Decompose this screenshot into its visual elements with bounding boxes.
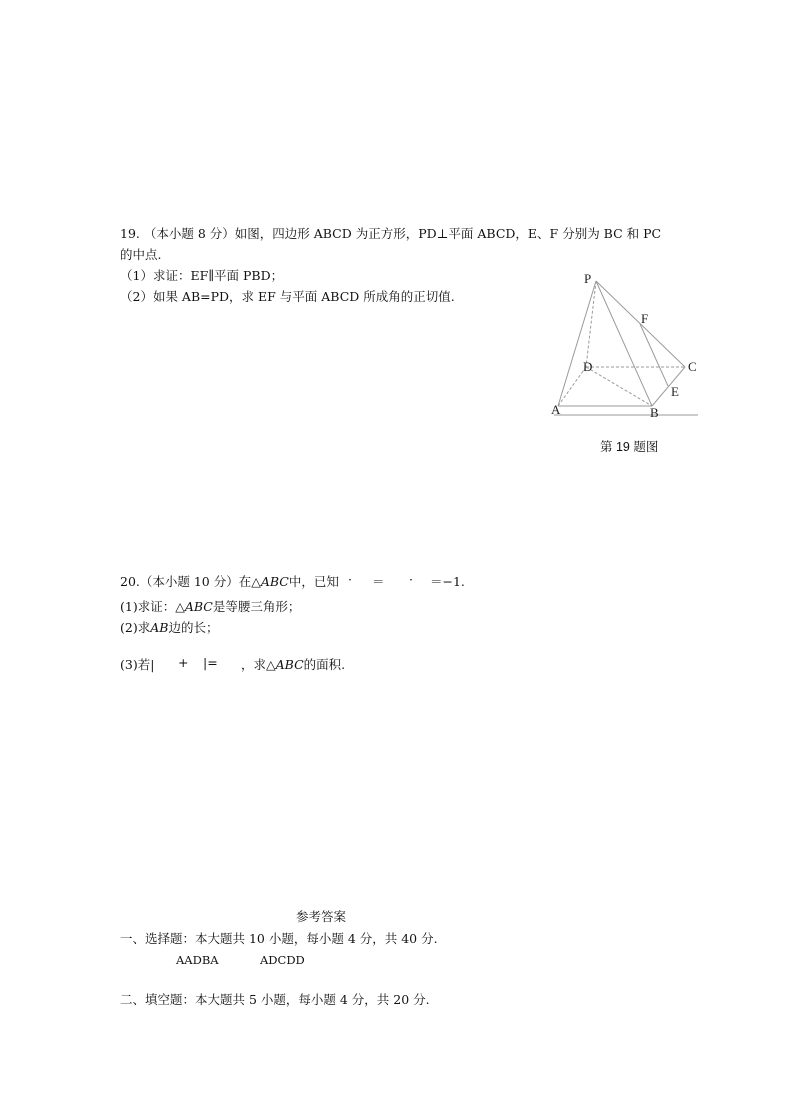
q20-part3-c: 的面积. [303, 657, 346, 672]
q20-intro [120, 572, 339, 590]
q20-part1-abc: ABC [184, 599, 213, 614]
answers-section2: 二、填空题：本大题共 5 小题，每小题 4 分，共 20 分. [120, 992, 430, 1007]
label-C: C [688, 359, 697, 374]
q19-part2: （2）如果 AB=PD，求 EF 与平面 ABCD 所成角的正切值. [120, 289, 455, 304]
q20-part1 [120, 597, 300, 615]
edge-DB [586, 367, 652, 406]
q20-part3-rest [241, 655, 345, 673]
q20-intro-abc: ABC [260, 574, 289, 589]
label-P: P [584, 271, 592, 286]
q20-part2 [120, 618, 218, 636]
q20-eq1: ＝ [372, 574, 385, 589]
label-D: D [583, 359, 593, 374]
q20-part1-b: 是等腰三角形； [212, 599, 301, 614]
q20-part3-abc: ABC [275, 657, 304, 672]
answers-section1: 一、选择题：本大题共 10 小题，每小题 4 分，共 40 分. [120, 931, 438, 946]
q20-part1-a: (1)求证：△ [120, 599, 185, 614]
label-E: E [671, 384, 679, 399]
answers-title: 参考答案 [296, 909, 347, 924]
q20-part3-bar: |= [203, 655, 218, 670]
edge-AD [558, 367, 586, 406]
q19-figure-caption: 第 19 题图 [600, 440, 659, 454]
q19-line2: 的中点. [120, 247, 162, 262]
q20-intro-b: 中，已知 [288, 574, 339, 589]
label-B: B [650, 405, 659, 420]
q20-intro-a: 20.（本小题 10 分）在△ [120, 574, 261, 589]
q20-eq2: ＝−1. [430, 574, 465, 589]
answers-choices-a: AADBA [176, 953, 219, 967]
q19-part1: （1）求证：EF∥平面 PBD； [120, 268, 284, 283]
q20-part2-ab: AB [150, 620, 169, 635]
q20-part3-b: ，求△ [241, 657, 276, 672]
q20-part3-a: (3)若| [120, 657, 155, 672]
label-A: A [551, 402, 561, 417]
answers-choices-b: ADCDD [260, 953, 305, 967]
q19-figure [540, 265, 710, 465]
q20-dot2: · [409, 572, 413, 587]
edge-BC [652, 367, 685, 406]
q19-line1: 19. （本小题 8 分）如图，四边形 ABCD 为正方形，PD⊥平面 ABCD，E、F 分别为 BC 和 PC [120, 226, 662, 241]
segment-EF [640, 324, 668, 386]
edge-PA [558, 281, 596, 406]
q20-part3-plus: + [178, 655, 189, 670]
edge-PD [586, 281, 596, 367]
q20-dot1: · [348, 572, 352, 587]
q20-part2-a: (2)求 [120, 620, 151, 635]
edge-PB [596, 281, 652, 406]
q20-part2-b: 边的长； [168, 620, 219, 635]
label-F: F [641, 311, 649, 326]
